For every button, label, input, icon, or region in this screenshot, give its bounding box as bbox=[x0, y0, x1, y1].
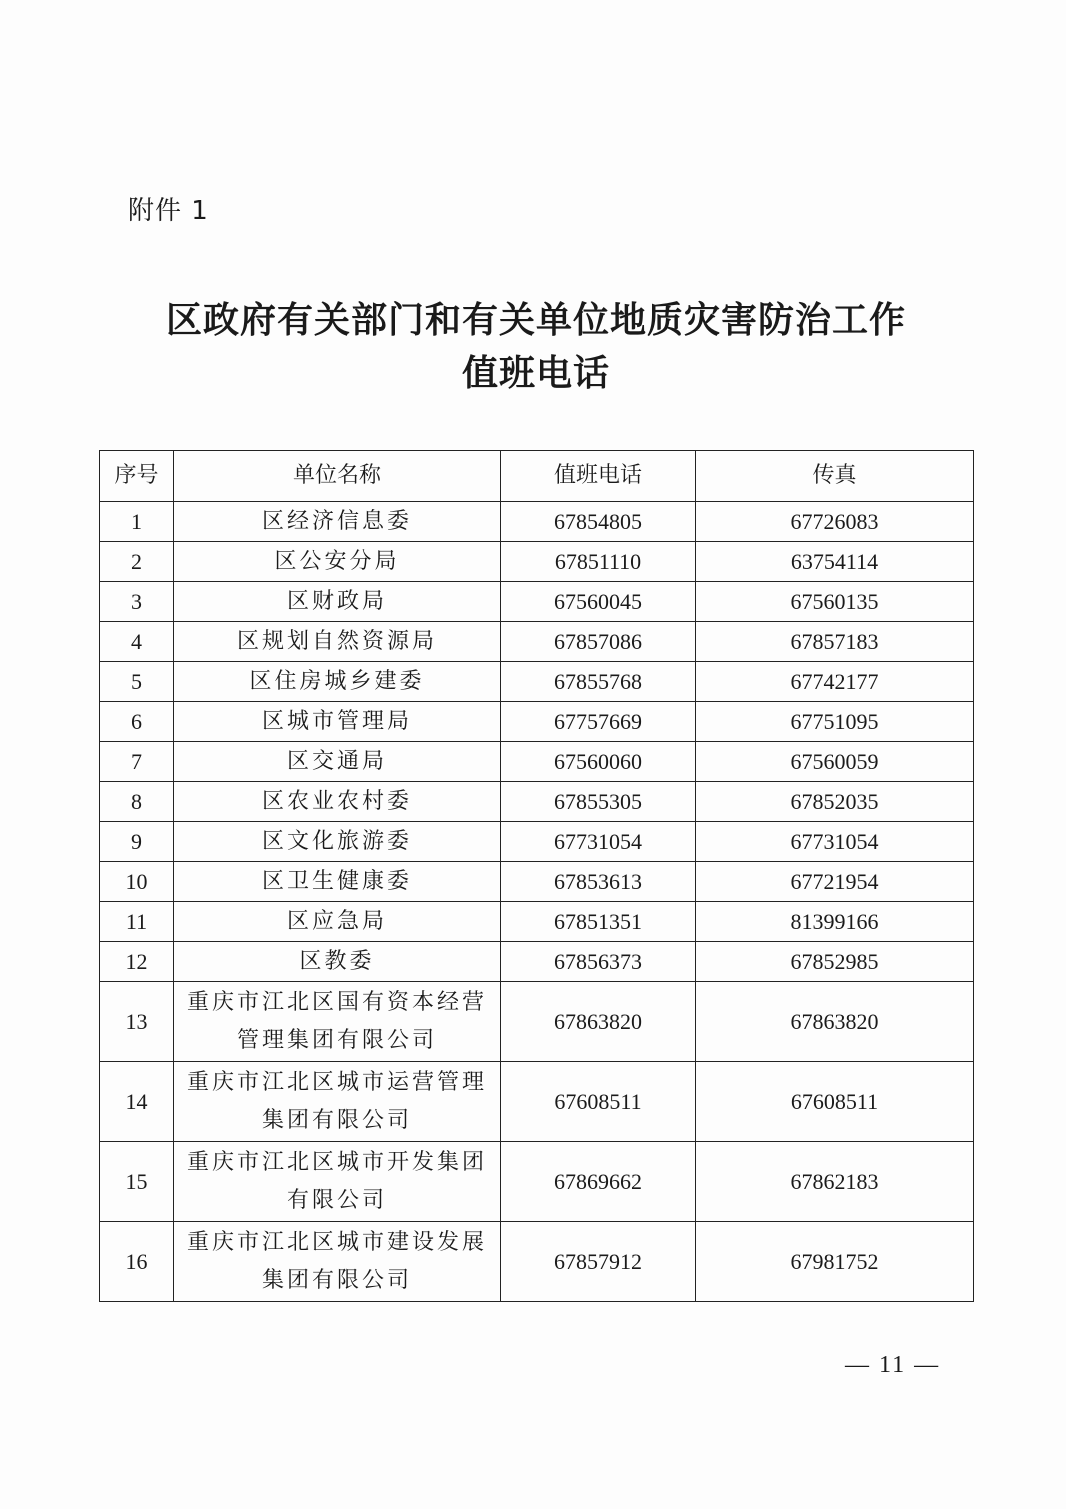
unit-name: 区城市管理局 bbox=[174, 702, 501, 742]
document-title-line2: 值班电话 bbox=[461, 353, 610, 394]
unit-name-line2: 有限公司 bbox=[286, 1187, 387, 1213]
duty-phone: 67757669 bbox=[501, 702, 696, 742]
serial-number: 15 bbox=[100, 1142, 174, 1222]
table-row bbox=[100, 622, 974, 662]
fax-number: 67560059 bbox=[696, 742, 974, 782]
table-row bbox=[100, 742, 974, 782]
table-row bbox=[100, 1142, 974, 1222]
duty-phone: 67863820 bbox=[501, 982, 696, 1062]
unit-name-line2: 集团有限公司 bbox=[261, 1107, 412, 1133]
table-row bbox=[100, 1222, 974, 1302]
header-unit-name: 单位名称 bbox=[174, 451, 501, 502]
duty-phone: 67608511 bbox=[501, 1062, 696, 1142]
unit-name: 区应急局 bbox=[174, 902, 501, 942]
serial-number: 8 bbox=[100, 782, 174, 822]
serial-number: 1 bbox=[100, 502, 174, 542]
serial-number: 11 bbox=[100, 902, 174, 942]
duty-phone: 67869662 bbox=[501, 1142, 696, 1222]
table-row bbox=[100, 942, 974, 982]
duty-phone: 67857912 bbox=[501, 1222, 696, 1302]
fax-number: 67863820 bbox=[696, 982, 974, 1062]
unit-name: 区经济信息委 bbox=[174, 502, 501, 542]
unit-name-line1: 重庆市江北区城市开发集团 bbox=[186, 1149, 487, 1175]
fax-number: 67857183 bbox=[696, 622, 974, 662]
unit-name: 区交通局 bbox=[174, 742, 501, 782]
duty-phone-table bbox=[99, 450, 974, 1302]
page-number: — 11 — bbox=[845, 1352, 941, 1378]
serial-number: 7 bbox=[100, 742, 174, 782]
unit-name: 区财政局 bbox=[174, 582, 501, 622]
fax-number: 67852035 bbox=[696, 782, 974, 822]
unit-name: 区教委 bbox=[174, 942, 501, 982]
serial-number: 2 bbox=[100, 542, 174, 582]
unit-name: 区规划自然资源局 bbox=[174, 622, 501, 662]
unit-name bbox=[174, 1142, 501, 1222]
duty-phone: 67560045 bbox=[501, 582, 696, 622]
duty-phone: 67560060 bbox=[501, 742, 696, 782]
header-serial-number: 序号 bbox=[100, 451, 174, 502]
unit-name: 区公安分局 bbox=[174, 542, 501, 582]
unit-name-line1: 重庆市江北区国有资本经营 bbox=[186, 989, 487, 1015]
unit-name: 区卫生健康委 bbox=[174, 862, 501, 902]
fax-number: 67742177 bbox=[696, 662, 974, 702]
serial-number: 12 bbox=[100, 942, 174, 982]
table-row bbox=[100, 662, 974, 702]
attachment-label: 附件 1 bbox=[128, 196, 209, 226]
serial-number: 9 bbox=[100, 822, 174, 862]
duty-phone: 67851351 bbox=[501, 902, 696, 942]
serial-number: 6 bbox=[100, 702, 174, 742]
fax-number: 67751095 bbox=[696, 702, 974, 742]
duty-phone: 67855305 bbox=[501, 782, 696, 822]
unit-name bbox=[174, 982, 501, 1062]
unit-name-line2: 集团有限公司 bbox=[261, 1267, 412, 1293]
fax-number: 67852985 bbox=[696, 942, 974, 982]
serial-number: 13 bbox=[100, 982, 174, 1062]
unit-name: 区农业农村委 bbox=[174, 782, 501, 822]
serial-number: 3 bbox=[100, 582, 174, 622]
unit-name-line1: 重庆市江北区城市运营管理 bbox=[186, 1069, 487, 1095]
duty-phone: 67853613 bbox=[501, 862, 696, 902]
unit-name-line2: 管理集团有限公司 bbox=[236, 1027, 437, 1053]
unit-name: 区文化旅游委 bbox=[174, 822, 501, 862]
table-row bbox=[100, 702, 974, 742]
fax-number: 67731054 bbox=[696, 822, 974, 862]
unit-name bbox=[174, 1062, 501, 1142]
fax-number: 67862183 bbox=[696, 1142, 974, 1222]
table-row bbox=[100, 782, 974, 822]
duty-phone: 67855768 bbox=[501, 662, 696, 702]
duty-phone: 67857086 bbox=[501, 622, 696, 662]
table-row bbox=[100, 822, 974, 862]
serial-number: 5 bbox=[100, 662, 174, 702]
duty-phone: 67851110 bbox=[501, 542, 696, 582]
unit-name bbox=[174, 1222, 501, 1302]
unit-name: 区住房城乡建委 bbox=[174, 662, 501, 702]
table-row bbox=[100, 982, 974, 1062]
fax-number: 67560135 bbox=[696, 582, 974, 622]
header-fax: 传真 bbox=[696, 451, 974, 502]
table-row bbox=[100, 902, 974, 942]
document-title-line1: 区政府有关部门和有关单位地质灾害防治工作 bbox=[165, 300, 906, 341]
table-row bbox=[100, 862, 974, 902]
header-duty-phone: 值班电话 bbox=[501, 451, 696, 502]
fax-number: 67608511 bbox=[696, 1062, 974, 1142]
table-row bbox=[100, 542, 974, 582]
unit-name-line1: 重庆市江北区城市建设发展 bbox=[186, 1229, 487, 1255]
table-header-row bbox=[100, 451, 974, 502]
fax-number: 67981752 bbox=[696, 1222, 974, 1302]
fax-number: 67721954 bbox=[696, 862, 974, 902]
duty-phone: 67854805 bbox=[501, 502, 696, 542]
fax-number: 67726083 bbox=[696, 502, 974, 542]
serial-number: 4 bbox=[100, 622, 174, 662]
table-row bbox=[100, 582, 974, 622]
serial-number: 16 bbox=[100, 1222, 174, 1302]
duty-phone: 67731054 bbox=[501, 822, 696, 862]
duty-phone: 67856373 bbox=[501, 942, 696, 982]
table-row bbox=[100, 502, 974, 542]
fax-number: 81399166 bbox=[696, 902, 974, 942]
table-row bbox=[100, 1062, 974, 1142]
fax-number: 63754114 bbox=[696, 542, 974, 582]
serial-number: 14 bbox=[100, 1062, 174, 1142]
serial-number: 10 bbox=[100, 862, 174, 902]
